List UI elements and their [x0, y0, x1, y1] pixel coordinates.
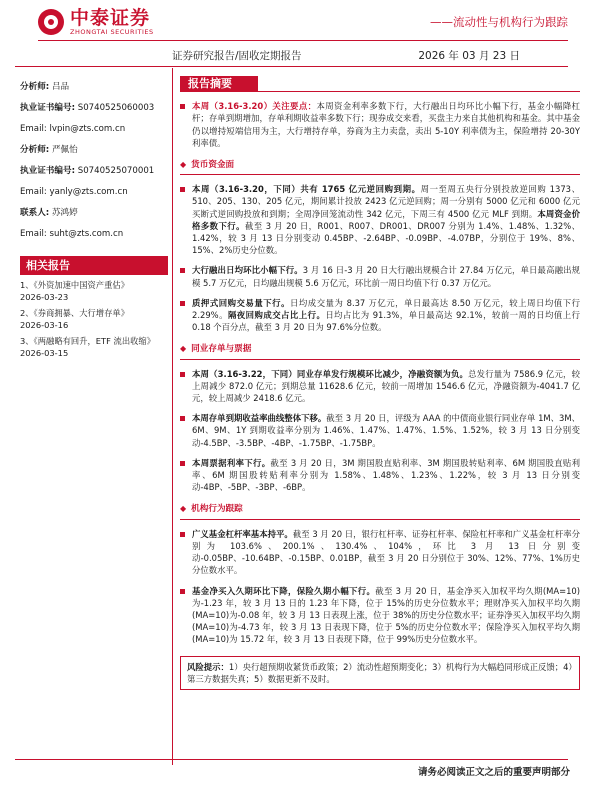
triangle-bullet-icon: ◆ — [180, 344, 187, 354]
para-lead: 大行融出日均环比小幅下行。 — [192, 265, 303, 276]
para-text: 周一至周五央行分别投放逆回购 1373、510、205、130、205 亿元，期间累计投放 2423 亿元逆回购；周一分别有 5000 亿元和 6000 亿元买断式逆回购投放和到期；全周净回笼流动性 342 亿元，下周三有 4500 亿元 MLF 到期。 — [192, 184, 580, 219]
analyst-label: 分析师: — [20, 82, 50, 92]
para-text: 日均成交量为 8.37 万亿元，单日最高达 8.50 万亿元，较上周日均值下行 2.29%。 — [192, 297, 580, 321]
para-lead: 广义基金杠杆率基本持平。 — [192, 528, 293, 539]
para-text: 截至 3 月 20 日，基金净买入加权平均久期(MA=10)为-1.23 年，较 3 月 13 日的 1.23 年下降，位于 15%的历史分位数水平；理财净买入加权平均久期(MA=10)为-0.08 年，较 3 月 13 日表现上涨，位于 38%的历史分位数水平；证券净买入加权平均久期(MA=10)为-4.73 年，较 3 月 13 日表现下降，位于 5%的历史分位数水平；保险净买入加权平均久期(MA=10)为 15.72 年，较 3 月 13 日表现下降，位于 99%历史分位数水平。 — [192, 585, 581, 645]
para-text: 本周资金利率多数下行，大行融出日均环比小幅下行，基金小幅降杠杆；存单到期增加，存单利期收益率多数下行；现券成交来看，买盘主力来自其他机构和基金。其中基金仍以增持短端信用为主，大行增持存单，券商为主力卖盘，卖出 5-10Y 利率债为主，保险增持 20-30Y 利率债。 — [192, 101, 581, 148]
footer-divider — [15, 759, 568, 760]
related-report-date: 2026-03-15 — [20, 348, 69, 358]
analyst-value: S0740525070001 — [77, 166, 155, 176]
risk-text: 1）央行超预期收紧货币政策；2）流动性超预期变化；3）机构行为大幅趋同形成正反馈；4）第三方数据失真；5）数据更新不及时。 — [187, 661, 573, 684]
summary-paragraph — [180, 412, 580, 449]
para-lead: 本周（3.16-3.22，下同）同业存单发行规模环比减少，净融资额为负。 — [192, 368, 469, 379]
section-heading — [180, 159, 580, 171]
para-lead: 隔夜回购成交占比上行。 — [227, 310, 326, 321]
risk-lead: 风险提示： — [187, 661, 229, 672]
section-rule — [180, 174, 580, 175]
analyst-row[interactable] — [20, 122, 168, 137]
bullet-square-icon — [180, 416, 185, 421]
summary-paragraph — [180, 457, 580, 494]
related-reports-list — [20, 279, 168, 359]
analyst-value: 吕品 — [51, 82, 70, 92]
bullet-square-icon — [180, 268, 185, 273]
related-report-link[interactable]: 3、《两融略有回升，ETF 流出收缩》 — [20, 336, 156, 346]
bullet-square-icon — [180, 372, 185, 377]
summary-paragraph — [180, 585, 580, 646]
analyst-row[interactable] — [20, 185, 168, 200]
bullet-square-icon — [180, 532, 185, 537]
report-type: 证券研究报告/固收定期报告 — [172, 50, 302, 62]
section-rule — [180, 359, 580, 360]
analyst-label: 联系人: — [20, 208, 50, 218]
section-heading — [180, 343, 580, 355]
triangle-bullet-icon: ◆ — [180, 160, 187, 170]
analyst-label: 分析师: — [20, 145, 50, 155]
bullet-square-icon — [180, 104, 185, 109]
analyst-row — [20, 101, 168, 116]
analyst-list — [20, 80, 168, 242]
summary-heading: 报告摘要 — [180, 76, 258, 92]
para-lead: 本周（3.16-3.20）关注要点： — [192, 101, 317, 112]
para-text: 截至 3 月 20 日，3M 期国股直贴利率、3M 期国股转贴利率、6M 期国股直贴利率、6M 期国股转贴利率分别为 1.58%、1.48%、1.23%、1.22%，较 3 月 13 日分别变动-4BP、-5BP、-3BP、-6BP。 — [192, 457, 580, 493]
triangle-bullet-icon: ◆ — [180, 504, 187, 514]
logo-name-en: ZHONGTAI SECURITIES — [70, 28, 154, 36]
section-heading — [180, 503, 580, 515]
summary-paragraph — [180, 368, 580, 405]
para-text: 截至 3 月 20 日，评级为 AAA 的中债商业银行同业存单 1M、3M、6M、9M、1Y 到期收益率分别为 1.46%、1.47%、1.47%、1.5%、1.52%，较 3 月 13 日分别变动-4.5BP、-3.5BP、-4BP、-1.75BP、-1.75BP。 — [192, 413, 580, 448]
related-report-date: 2026-03-16 — [20, 320, 69, 330]
analyst-row — [20, 164, 168, 179]
para-text: 3 月 16 日-3 月 20 日大行融出规模合计 27.84 万亿元，单日最高融出规模 5.7 万亿元，日均融出规模 5.6 万亿元，环比前一周日均值下行 0.37 万亿元。 — [192, 265, 581, 288]
related-report-link[interactable]: 1、《外资加速中国资产重估》 — [20, 280, 129, 290]
summary-heading-rule — [180, 91, 580, 92]
analyst-row[interactable] — [20, 227, 168, 242]
para-text: 截至 3 月 20 日，银行杠杆率、证券杠杆率、保险杠杆率和广义基金杠杆率分别为 103.6%、200.1%、130.4%、104%，环比 3 月 13 日分别变动-0.05BP、-10.64BP、-0.15BP、0.01BP，截至 3 月 20 日分别位于 30%、12%、77%、1%历史分位数水平。 — [192, 528, 580, 576]
analyst-row — [20, 80, 168, 95]
analyst-row — [20, 143, 168, 158]
report-summary — [180, 76, 580, 690]
analyst-label: Email: — [20, 124, 47, 134]
analyst-label: Email: — [20, 229, 47, 239]
analyst-email: suht@zts.com.cn — [49, 229, 124, 239]
bullet-square-icon — [180, 461, 185, 466]
analyst-label: 执业证书编号: — [20, 103, 75, 113]
summary-paragraph — [180, 264, 580, 288]
related-report-date: 2026-03-23 — [20, 292, 69, 302]
related-report-link[interactable]: 2、《券商拥暴、大行增存单》 — [20, 308, 129, 318]
header-divider — [38, 40, 568, 41]
section-rule — [180, 519, 580, 520]
summary-paragraph — [180, 183, 580, 256]
bullet-square-icon — [180, 589, 185, 594]
summary-paragraph — [180, 100, 580, 149]
para-text: 截至 3 月 20 日，R001、R007、DR001、DR007 分别为 1.4%、1.48%、1.32%、1.42%，较 3 月 13 日分别变动 0.45BP、-2.64BP、-0.09BP、-4.07BP，分别位于 19%、8%、15%、2%历史分位数。 — [192, 220, 581, 256]
analyst-value: 苏鸿婷 — [51, 208, 78, 218]
logo-mark-icon — [38, 9, 64, 35]
sidebar — [20, 80, 168, 359]
logo-name-cn: 中泰证券 — [70, 7, 151, 29]
analyst-email: yanly@zts.com.cn — [49, 187, 128, 197]
risk-warning-box — [180, 656, 580, 690]
section-title: 同业存单与票据 — [191, 344, 252, 355]
para-lead: 本周存单到期收益率曲线整体下移。 — [192, 413, 327, 424]
para-lead: 本周票据利率下行。 — [192, 457, 271, 468]
report-series-tagline: ——流动性与机构行为跟踪 — [430, 15, 568, 29]
related-reports-heading: 相关报告 — [20, 256, 168, 275]
meta-divider — [15, 66, 568, 67]
para-lead: 质押式回购交易量下行。 — [192, 297, 290, 308]
section-title: 机构行为跟踪 — [191, 504, 243, 515]
para-lead: 基金净买入久期环比下降，保险久期小幅下行。 — [192, 585, 376, 596]
section-title: 货币资金面 — [191, 160, 235, 171]
summary-paragraph — [180, 528, 580, 577]
analyst-value: 严佩怡 — [51, 145, 78, 155]
analyst-row — [20, 206, 168, 221]
para-text: 日均占比为 91.3%，单日最高达 92.1%，较前一周的日均值上行 0.18 个百分点，截至 3 月 20 日为 97.6%分位数。 — [192, 310, 580, 333]
disclaimer-footer: 请务必阅读正文之后的重要声明部分 — [417, 767, 570, 778]
summary-paragraph — [180, 297, 580, 334]
column-divider — [172, 68, 173, 765]
analyst-email: lvpin@zts.com.cn — [49, 124, 126, 134]
bullet-square-icon — [180, 301, 185, 306]
analyst-value: S0740525060003 — [77, 103, 155, 113]
bullet-square-icon — [180, 187, 185, 192]
para-lead: 本周资金价格多数下行。 — [192, 208, 580, 231]
report-date: 2026 年 03 月 23 日 — [418, 50, 520, 62]
analyst-label: 执业证书编号: — [20, 166, 75, 176]
para-lead: 本周（3.16-3.20，下同）共有 1765 亿元逆回购到期。 — [192, 184, 421, 195]
company-logo — [38, 8, 154, 36]
analyst-label: Email: — [20, 187, 47, 197]
para-text: 总发行量为 7586.9 亿元，较上周减少 872.0 亿元；到期总量 11628.6 亿元，较前一周增加 1546.6 亿元，净融资额为-4041.7 亿元，较上周减少 2418.6 亿元。 — [192, 368, 580, 404]
